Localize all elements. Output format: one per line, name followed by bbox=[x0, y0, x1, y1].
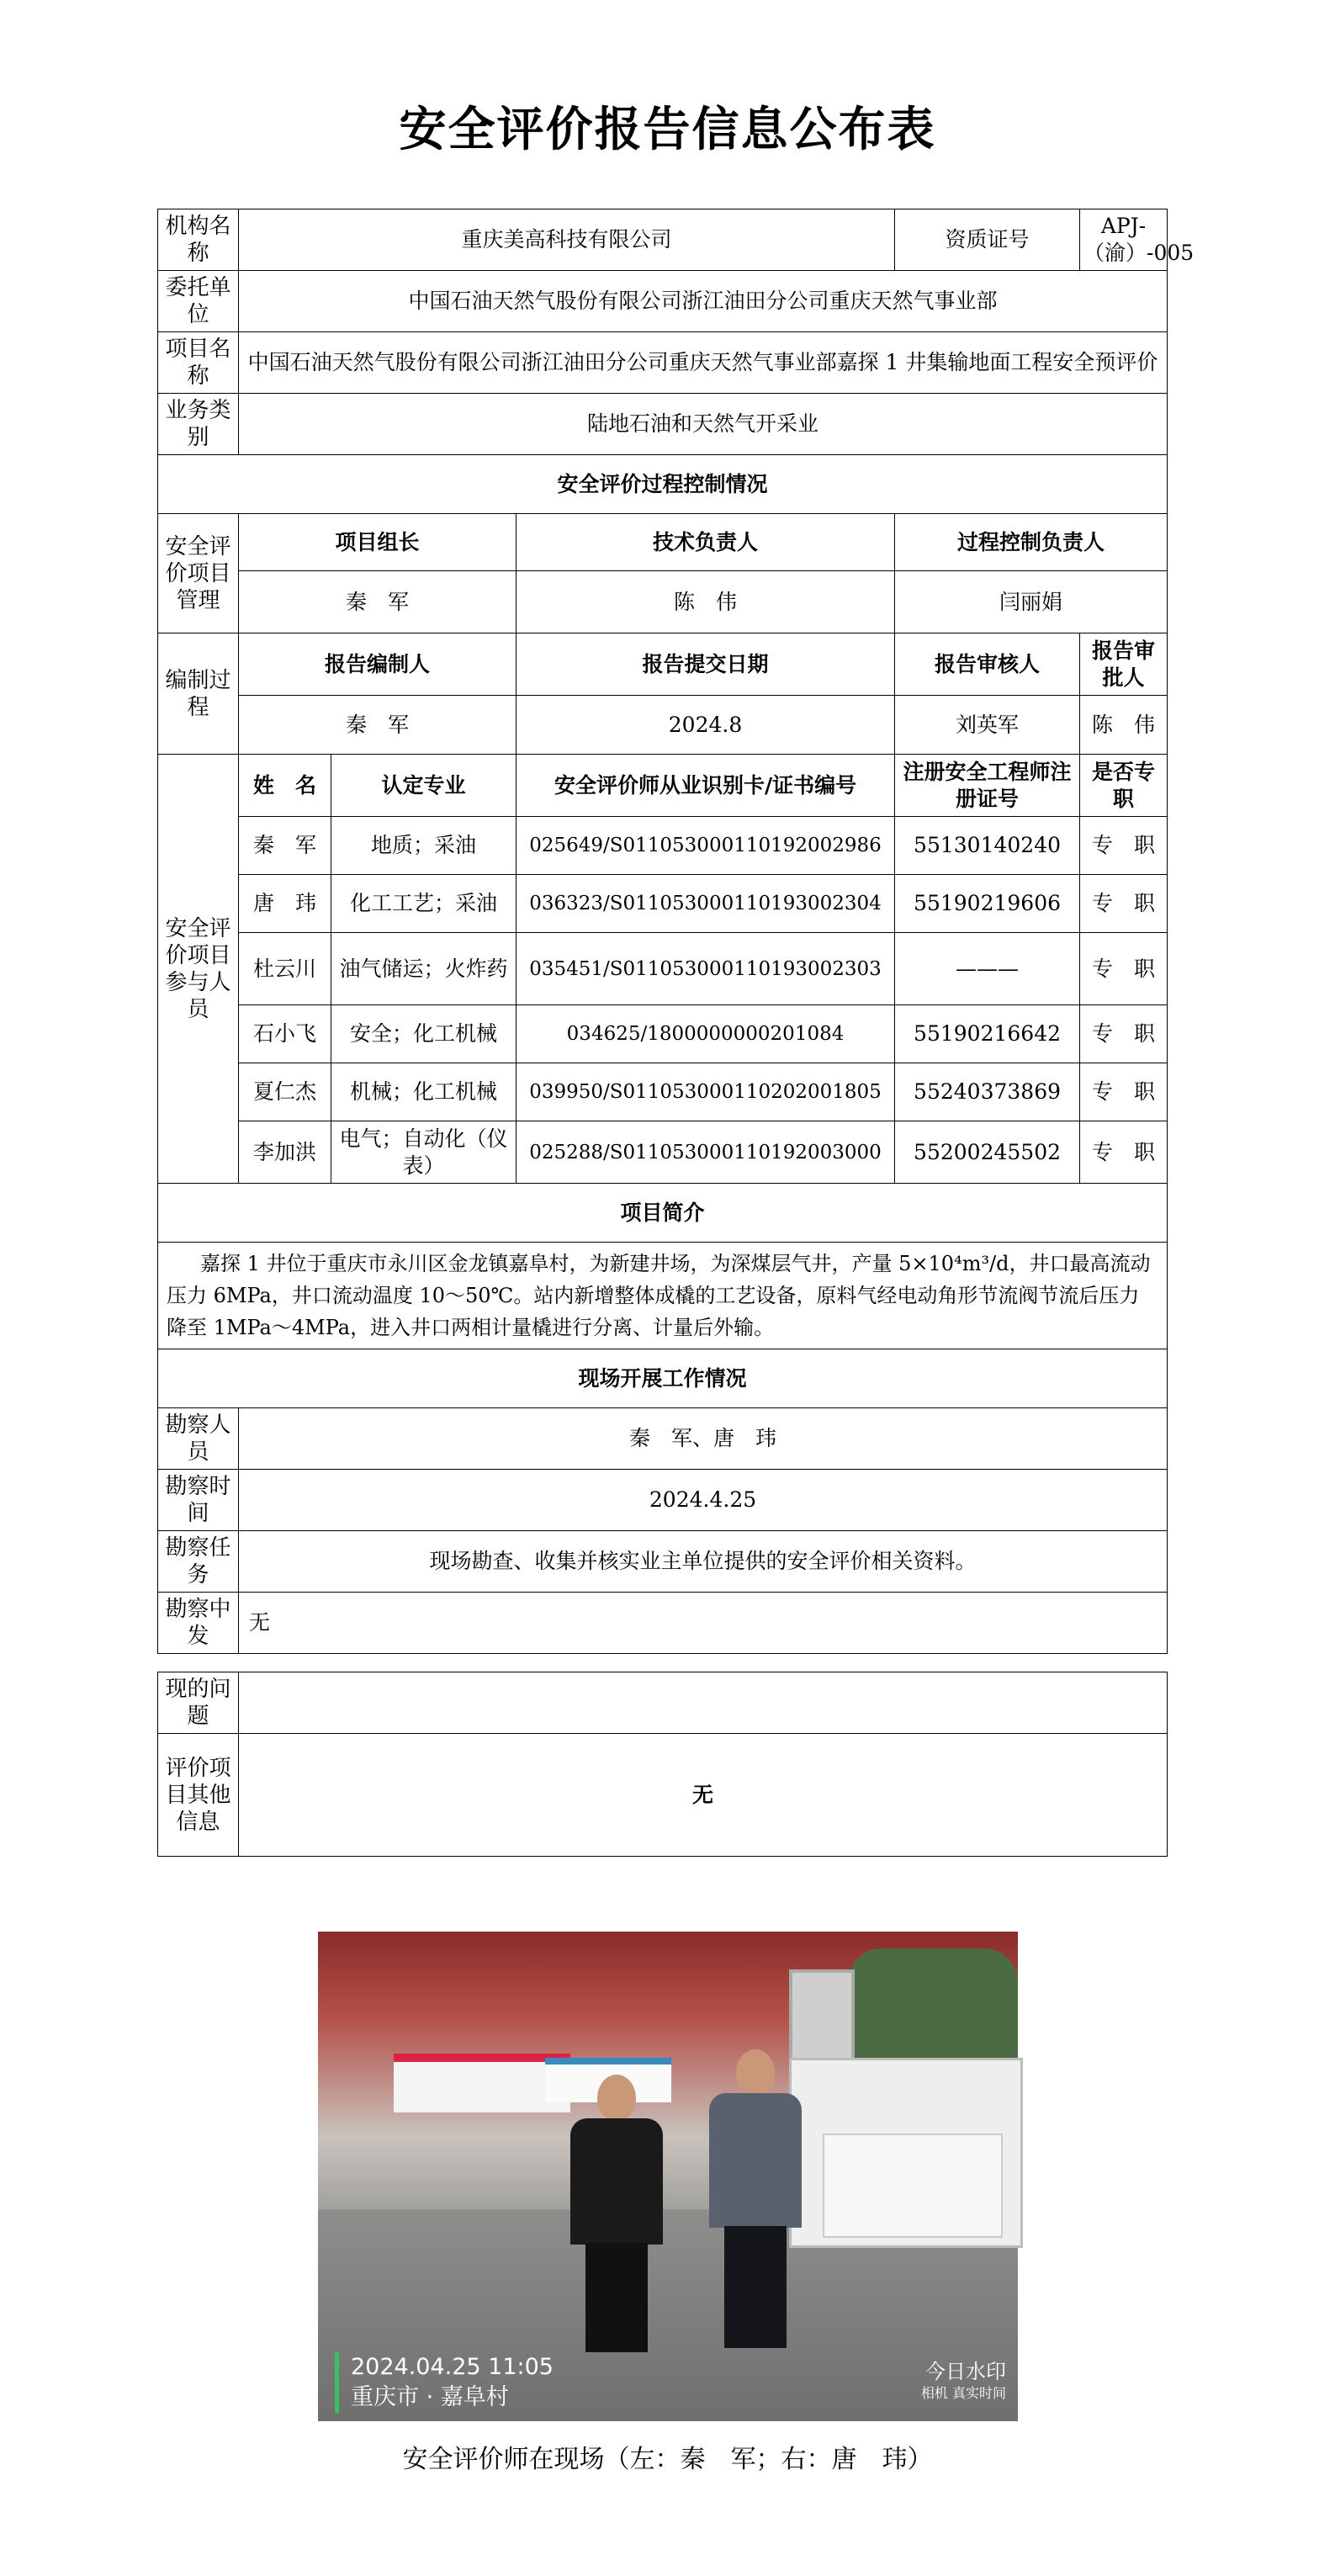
business-value: 陆地石油和天然气开采业 bbox=[239, 394, 1168, 455]
project-intro: 嘉探 1 井位于重庆市永川区金龙镇嘉阜村，为新建井场，为深煤层气井，产量 5×10⁴m³/d，井口最高流动压力 6MPa，井口流动温度 10～50℃。站内新增整体成橇的工艺设备，原料气经电动角形节流阀节流后压力降至 1MPa～4MPa，进入井口两相计量橇进行分离、计量后外输。 bbox=[158, 1243, 1168, 1349]
table-row bbox=[158, 817, 1168, 875]
site-photo bbox=[318, 1932, 1018, 2421]
field-section-title: 现场开展工作情况 bbox=[158, 1349, 1168, 1408]
staff-reg: 55200245502 bbox=[895, 1121, 1080, 1184]
watermark-line2: 相机 真实时间 bbox=[920, 2385, 1006, 2401]
staff-label: 安全评价项目参与人员 bbox=[158, 755, 239, 1184]
org-name-label: 机构名称 bbox=[158, 209, 239, 271]
staff-fulltime: 专 职 bbox=[1080, 1121, 1168, 1184]
cert-label: 资质证号 bbox=[895, 209, 1080, 271]
survey-task-value: 现场勘查、收集并核实业主单位提供的安全评价相关资料。 bbox=[239, 1531, 1168, 1593]
staff-card: 035451/S011053000110193002303 bbox=[517, 933, 895, 1005]
staff-header-fulltime: 是否专职 bbox=[1080, 755, 1168, 817]
process-section-title: 安全评价过程控制情况 bbox=[158, 455, 1168, 514]
table-row bbox=[158, 1121, 1168, 1184]
survey-staff-value: 秦 军、唐 玮 bbox=[239, 1408, 1168, 1470]
staff-fulltime: 专 职 bbox=[1080, 875, 1168, 933]
org-name: 重庆美高科技有限公司 bbox=[239, 209, 895, 271]
staff-card: 034625/1800000000201084 bbox=[517, 1005, 895, 1063]
table-row bbox=[158, 933, 1168, 1005]
photo-legs bbox=[585, 2243, 648, 2352]
photo-legs bbox=[724, 2226, 787, 2348]
photo-head bbox=[597, 2075, 636, 2122]
photo-person-right bbox=[709, 2049, 802, 2352]
staff-header-specialty: 认定专业 bbox=[331, 755, 517, 817]
survey-staff-label: 勘察人员 bbox=[158, 1408, 239, 1470]
staff-fulltime: 专 职 bbox=[1080, 1063, 1168, 1121]
photo-person-left bbox=[570, 2075, 663, 2352]
compile-header-reviewer: 报告审核人 bbox=[895, 633, 1080, 696]
photo-trees bbox=[848, 1948, 1018, 2066]
photo-timestamp-stamp bbox=[335, 2352, 554, 2413]
survey-time-value: 2024.4.25 bbox=[239, 1470, 1168, 1531]
compile-approver: 陈 伟 bbox=[1080, 696, 1168, 755]
compile-label: 编制过程 bbox=[158, 633, 239, 755]
mgmt-leader: 秦 军 bbox=[239, 571, 517, 633]
compile-reviewer: 刘英军 bbox=[895, 696, 1080, 755]
photo-torso bbox=[570, 2118, 663, 2245]
staff-reg: 55240373869 bbox=[895, 1063, 1080, 1121]
compile-date: 2024.8 bbox=[517, 696, 895, 755]
mgmt-header-leader: 项目组长 bbox=[239, 514, 517, 571]
table-row bbox=[158, 875, 1168, 933]
table-row bbox=[158, 1005, 1168, 1063]
staff-header-card: 安全评价师从业识别卡/证书编号 bbox=[517, 755, 895, 817]
mgmt-header-process: 过程控制负责人 bbox=[895, 514, 1168, 571]
project-value: 中国石油天然气股份有限公司浙江油田分公司重庆天然气事业部嘉探 1 井集输地面工程安全预评价 bbox=[239, 332, 1168, 394]
intro-section-title: 项目简介 bbox=[158, 1184, 1168, 1243]
photo-building bbox=[394, 2054, 570, 2112]
photo-notice-board bbox=[823, 2133, 1003, 2238]
photo-caption: 安全评价师在现场（左：秦 军；右：唐 玮） bbox=[402, 2445, 933, 2474]
table-row bbox=[158, 1063, 1168, 1121]
compile-author: 秦 军 bbox=[239, 696, 517, 755]
photo-torso bbox=[709, 2093, 802, 2228]
survey-finding-value: 无 bbox=[239, 1593, 1168, 1654]
staff-specialty: 化工工艺；采油 bbox=[331, 875, 517, 933]
staff-name: 石小飞 bbox=[239, 1005, 331, 1063]
compile-header-approver: 报告审批人 bbox=[1080, 633, 1168, 696]
compile-header-date: 报告提交日期 bbox=[517, 633, 895, 696]
staff-header-name: 姓 名 bbox=[239, 755, 331, 817]
photo-watermark bbox=[921, 2361, 1006, 2404]
cert-number: APJ-（渝）-005 bbox=[1080, 209, 1168, 271]
client-label: 委托单位 bbox=[158, 271, 239, 332]
staff-name: 杜云川 bbox=[239, 933, 331, 1005]
photo-location: 重庆市 · 嘉阜村 bbox=[351, 2384, 509, 2410]
other-info-value: 无 bbox=[239, 1734, 1168, 1857]
staff-specialty: 电气；自动化（仪表） bbox=[331, 1121, 517, 1184]
mgmt-tech: 陈 伟 bbox=[517, 571, 895, 633]
staff-fulltime: 专 职 bbox=[1080, 817, 1168, 875]
business-label: 业务类别 bbox=[158, 394, 239, 455]
staff-card: 039950/S011053000110202001805 bbox=[517, 1063, 895, 1121]
watermark-line1: 今日水印 bbox=[925, 2360, 1006, 2383]
staff-name: 唐 玮 bbox=[239, 875, 331, 933]
staff-name: 秦 军 bbox=[239, 817, 331, 875]
photo-timestamp: 2024.04.25 11:05 bbox=[351, 2354, 554, 2380]
staff-specialty: 油气储运；火炸药 bbox=[331, 933, 517, 1005]
mgmt-header-tech: 技术负责人 bbox=[517, 514, 895, 571]
info-table bbox=[157, 209, 1195, 1654]
client-value: 中国石油天然气股份有限公司浙江油田分公司重庆天然气事业部 bbox=[239, 271, 1168, 332]
staff-reg: 55130140240 bbox=[895, 817, 1080, 875]
staff-name: 李加洪 bbox=[239, 1121, 331, 1184]
staff-card: 025649/S011053000110192002986 bbox=[517, 817, 895, 875]
survey-finding-label: 勘察中发 bbox=[158, 1593, 239, 1654]
project-label: 项目名称 bbox=[158, 332, 239, 394]
other-info-label: 评价项目其他信息 bbox=[158, 1734, 239, 1857]
compile-header-author: 报告编制人 bbox=[239, 633, 517, 696]
survey-time-label: 勘察时间 bbox=[158, 1470, 239, 1531]
staff-name: 夏仁杰 bbox=[239, 1063, 331, 1121]
staff-card: 036323/S011053000110193002304 bbox=[517, 875, 895, 933]
photo-head bbox=[736, 2049, 775, 2096]
other-info-table bbox=[157, 1672, 1168, 1857]
staff-reg: 55190216642 bbox=[895, 1005, 1080, 1063]
staff-fulltime: 专 职 bbox=[1080, 933, 1168, 1005]
staff-fulltime: 专 职 bbox=[1080, 1005, 1168, 1063]
issues-label: 现的问题 bbox=[158, 1672, 239, 1734]
page-title: 安全评价报告信息公布表 bbox=[399, 103, 936, 157]
staff-specialty: 安全；化工机械 bbox=[331, 1005, 517, 1063]
staff-header-reg: 注册安全工程师注册证号 bbox=[895, 755, 1080, 817]
survey-task-label: 勘察任务 bbox=[158, 1531, 239, 1593]
management-label: 安全评价项目管理 bbox=[158, 514, 239, 633]
mgmt-process: 闫丽娟 bbox=[895, 571, 1168, 633]
issues-value bbox=[239, 1672, 1168, 1734]
staff-specialty: 地质；采油 bbox=[331, 817, 517, 875]
staff-reg: 55190219606 bbox=[895, 875, 1080, 933]
staff-reg: ——— bbox=[895, 933, 1080, 1005]
staff-specialty: 机械；化工机械 bbox=[331, 1063, 517, 1121]
staff-card: 025288/S011053000110192003000 bbox=[517, 1121, 895, 1184]
